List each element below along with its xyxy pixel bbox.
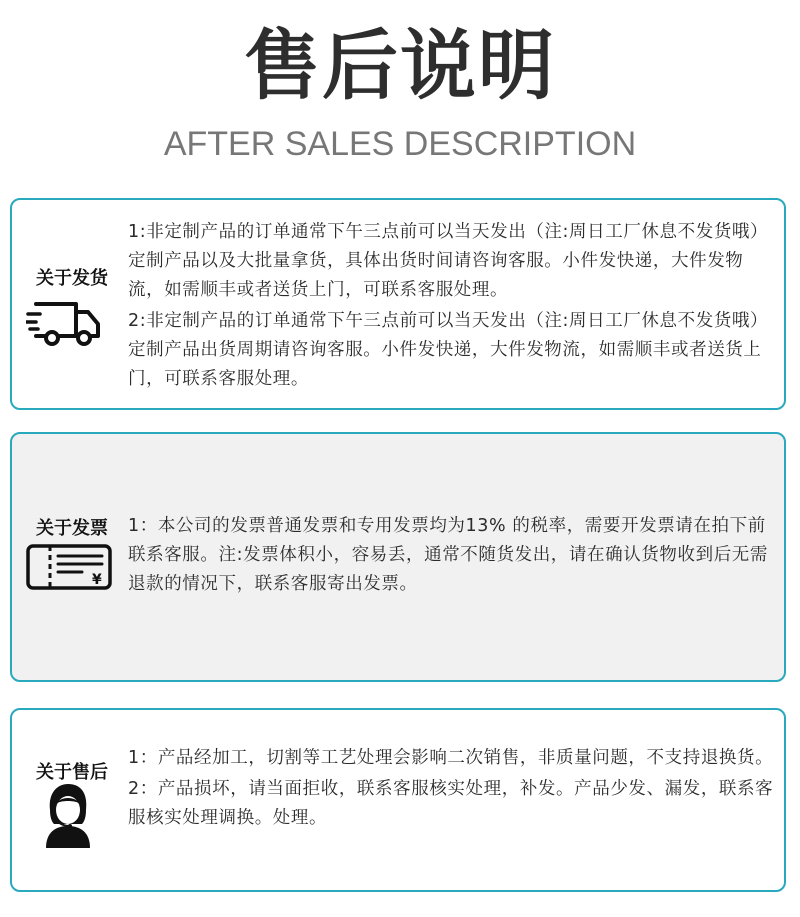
aftersales-paragraph-1: 1：产品经加工，切割等工艺处理会影响二次销售，非质量问题，不支持退换货。 (128, 748, 774, 768)
page-title: 售后说明 (244, 21, 556, 110)
shipping-side (12, 200, 124, 408)
invoice-paragraph-1: 1：本公司的发票普通发票和专用发票均为13% 的税率，需要开发票请在拍下前联系客服。注:发票体积小，容易丢，通常不随货发出，请在确认货物收到后无需退款的情况下，联系客服寄出发票。 (128, 516, 768, 594)
invoice-card (10, 432, 786, 682)
aftersales-paragraph-2: 2：产品损坏，请当面拒收，联系客服核实处理，补发。产品少发、漏发，联系客服核实处理调换。处理。 (128, 779, 774, 828)
shipping-label: 关于发货 (36, 268, 108, 289)
customer-service-agent-icon (40, 782, 96, 854)
invoice-ticket-icon (26, 542, 112, 596)
invoice-content (128, 512, 776, 599)
page-subtitle: AFTER SALES DESCRIPTION (163, 125, 637, 163)
shipping-paragraph-2: 2:非定制产品的订单通常下午三点前可以当天发出（注:周日工厂休息不发货哦）定制产品出货周期请咨询客服。小件发快递，大件发物流，如需顺丰或者送货上门，可联系客服处理。 (128, 311, 769, 389)
aftersales-content (128, 744, 776, 833)
shipping-paragraph-1: 1:非定制产品的订单通常下午三点前可以当天发出（注:周日工厂休息不发货哦）定制产品以及大批量拿货，具体出货时间请咨询客服。小件发快递，大件发物流，如需顺丰或者送货上门，可联系客服处理。 (128, 222, 769, 300)
invoice-side (12, 434, 124, 680)
aftersales-side (12, 710, 124, 890)
svg-text:¥: ¥ (92, 572, 102, 588)
aftersales-card (10, 708, 786, 892)
shipping-card (10, 198, 786, 410)
aftersales-label: 关于售后 (36, 762, 108, 783)
delivery-truck-icon (26, 296, 106, 356)
invoice-label: 关于发票 (36, 518, 108, 539)
shipping-content (128, 218, 776, 394)
